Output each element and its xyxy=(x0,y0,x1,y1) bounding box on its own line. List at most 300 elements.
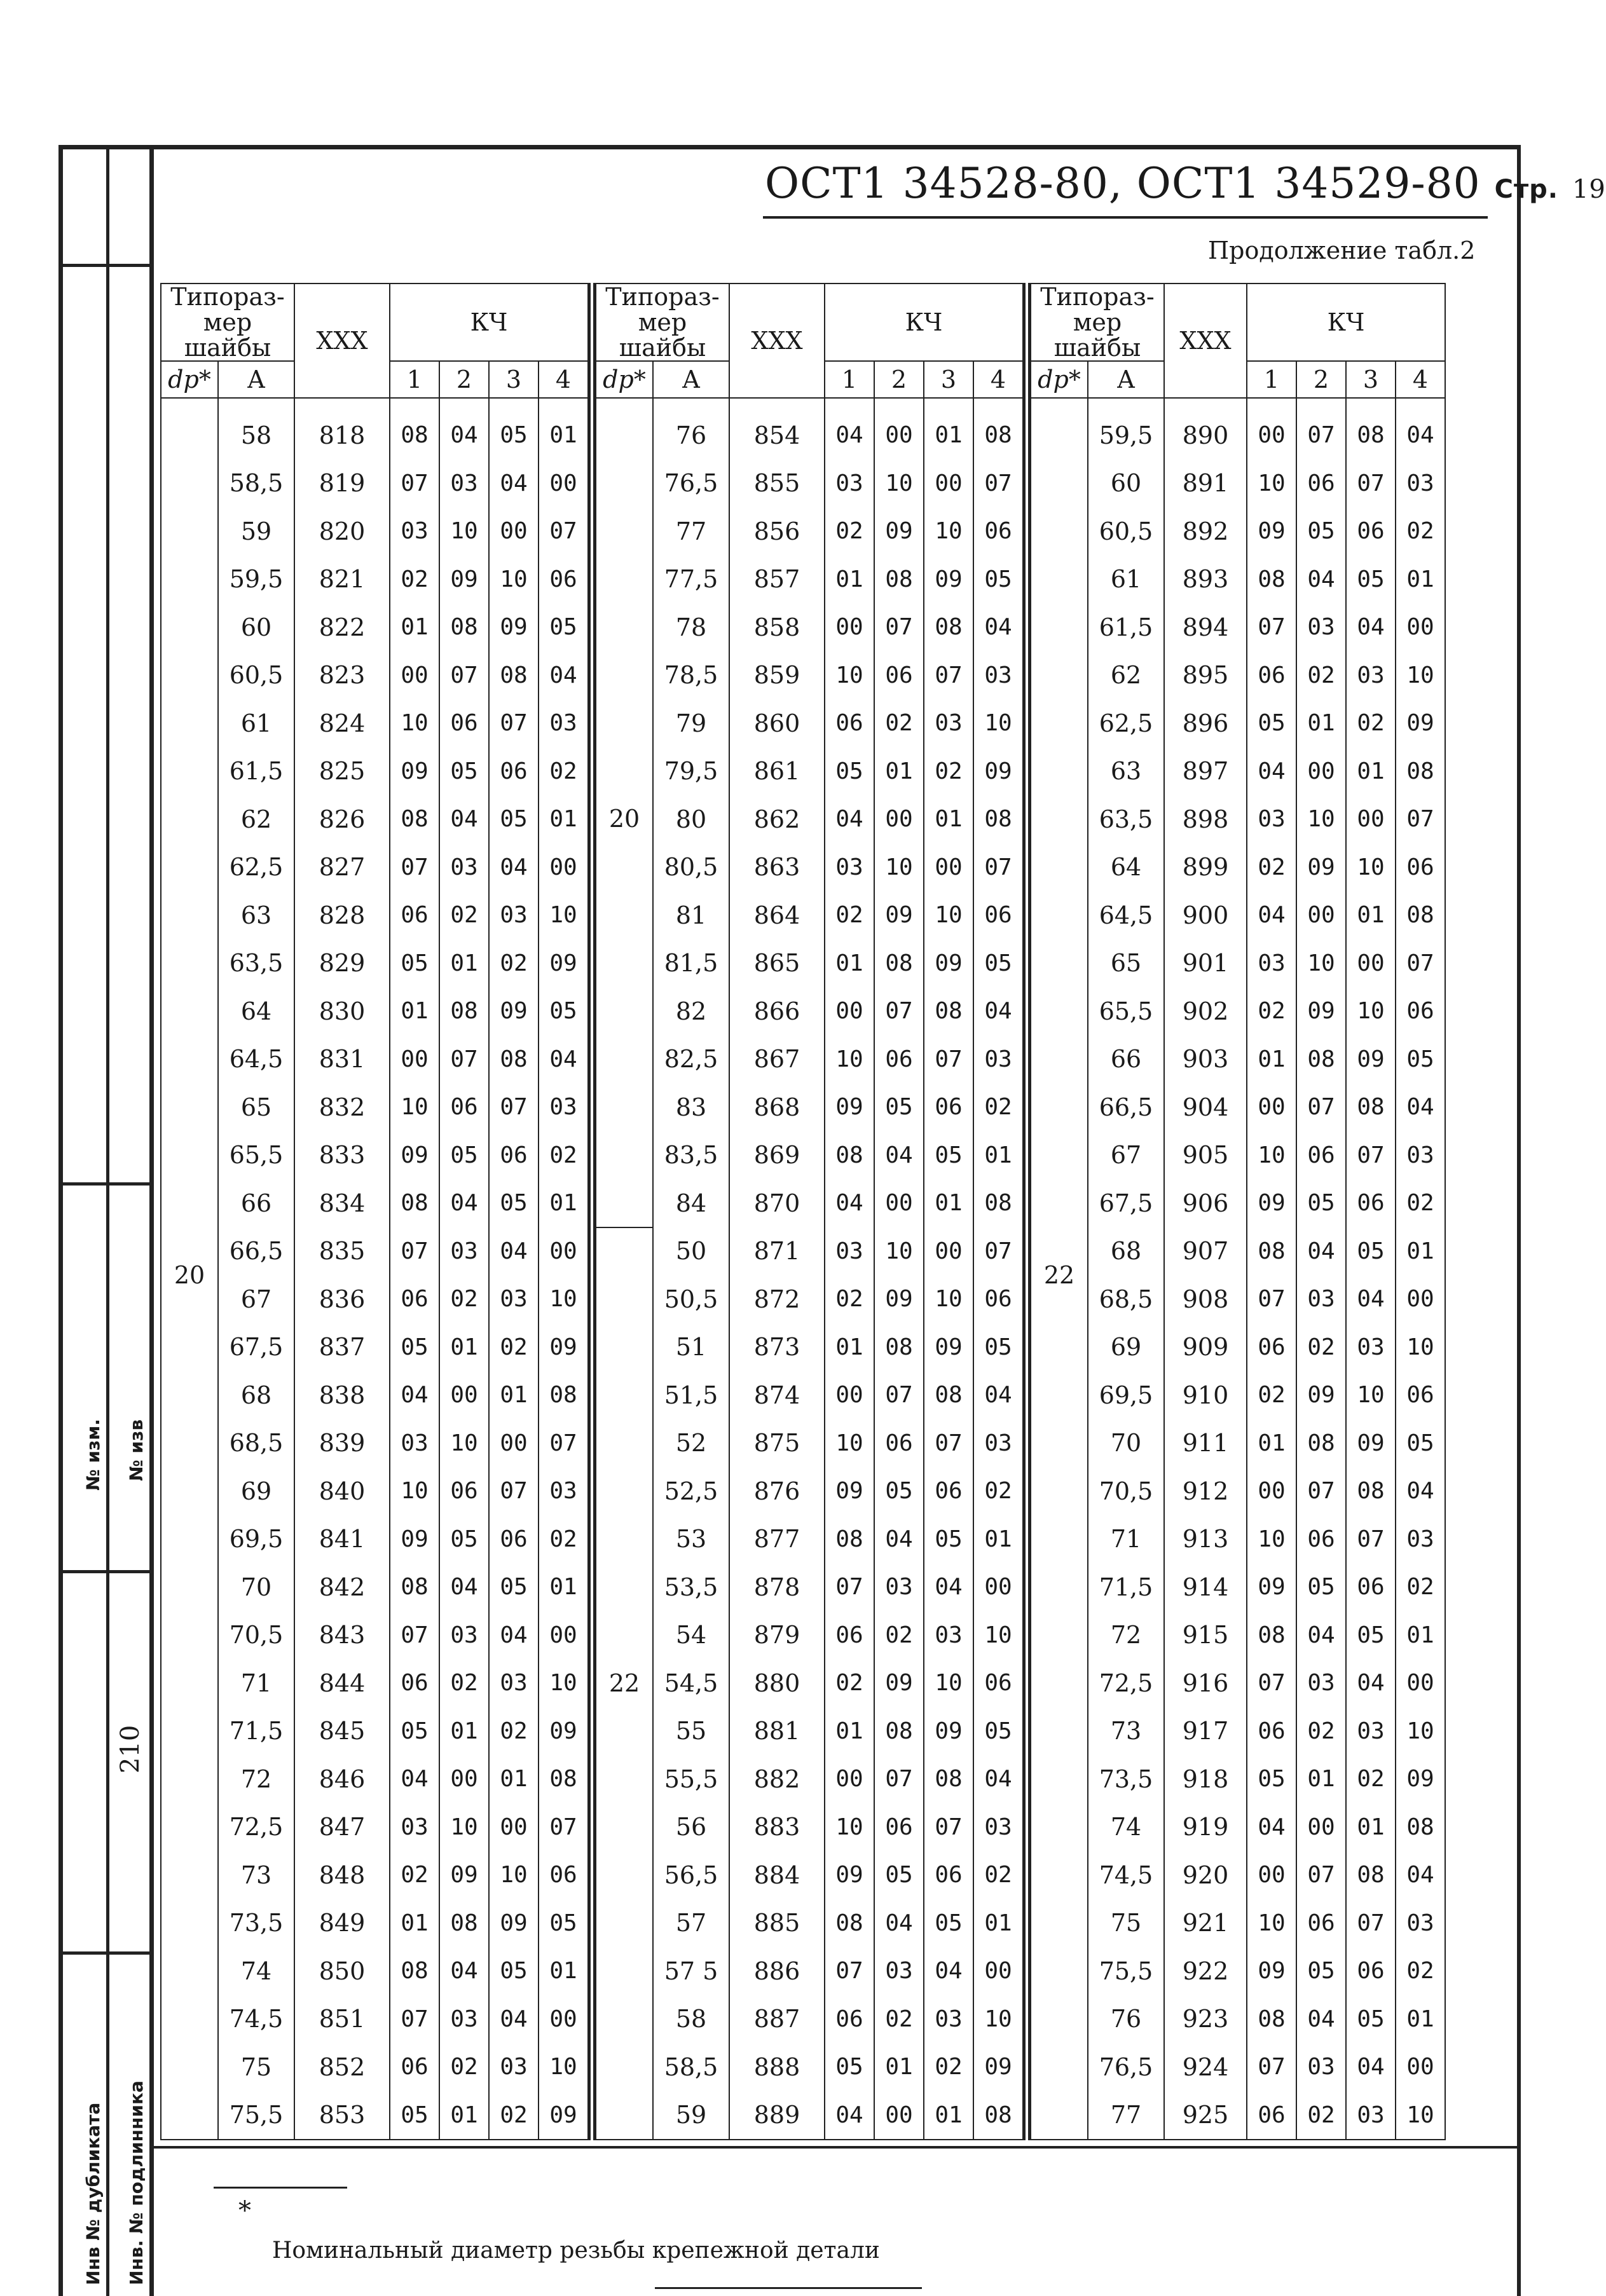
cell-kch: 09 xyxy=(825,1851,874,1899)
table-row xyxy=(161,460,588,508)
cell-kch: 02 xyxy=(539,748,588,796)
cell-kch: 10 xyxy=(874,1227,924,1276)
cell-kch: 08 xyxy=(825,1131,874,1180)
cell-kch: 07 xyxy=(924,652,973,700)
cell-kch: 08 xyxy=(973,1179,1023,1227)
margin-divider xyxy=(58,1951,154,1955)
cell-xxx: 870 xyxy=(729,1179,825,1227)
cell-a: 65 xyxy=(218,1083,294,1131)
header-tiporazmer-line2: мер шайбы xyxy=(1054,308,1141,362)
cell-kch: 05 xyxy=(1296,1947,1346,1995)
cell-kch: 06 xyxy=(1296,1515,1346,1564)
cell-kch: 06 xyxy=(1296,1899,1346,1948)
cell-kch: 10 xyxy=(1247,1131,1296,1180)
cell-kch: 10 xyxy=(924,1275,973,1323)
cell-kch: 06 xyxy=(390,891,439,940)
cell-a: 69,5 xyxy=(218,1515,294,1564)
cell-kch: 07 xyxy=(390,1611,439,1660)
cell-kch: 05 xyxy=(539,987,588,1035)
cell-xxx: 923 xyxy=(1164,1995,1247,2044)
cell-kch: 04 xyxy=(1396,411,1445,460)
cell-kch: 09 xyxy=(390,1131,439,1180)
cell-xxx: 880 xyxy=(729,1659,825,1707)
cell-kch: 00 xyxy=(1296,891,1346,940)
cell-kch: 07 xyxy=(1396,795,1445,844)
dp-group-cell: 20 xyxy=(161,411,218,2140)
cell-kch: 07 xyxy=(973,844,1023,892)
cell-kch: 01 xyxy=(1346,748,1396,796)
table-row xyxy=(596,1947,1023,1995)
gap-cell xyxy=(825,398,874,411)
cell-kch: 00 xyxy=(539,1995,588,2044)
cell-kch: 08 xyxy=(924,603,973,652)
cell-kch: 04 xyxy=(825,795,874,844)
table-row xyxy=(161,699,588,748)
cell-xxx: 869 xyxy=(729,1131,825,1180)
cell-xxx: 841 xyxy=(294,1515,390,1564)
table-row xyxy=(596,1083,1023,1131)
cell-kch: 03 xyxy=(874,1563,924,1611)
cell-a: 71 xyxy=(1088,1515,1164,1564)
cell-a: 75,5 xyxy=(218,2091,294,2140)
cell-a: 60 xyxy=(1088,460,1164,508)
gap-cell xyxy=(489,398,539,411)
table-block xyxy=(160,283,589,2140)
cell-kch: 04 xyxy=(973,603,1023,652)
table-row xyxy=(596,1371,1023,1419)
cell-kch: 09 xyxy=(924,556,973,604)
cell-kch: 01 xyxy=(825,1707,874,1756)
cell-xxx: 887 xyxy=(729,1995,825,2044)
cell-a: 50,5 xyxy=(653,1275,729,1323)
cell-kch: 08 xyxy=(1247,1995,1296,2044)
cell-xxx: 844 xyxy=(294,1659,390,1707)
cell-kch: 09 xyxy=(539,940,588,988)
cell-kch: 04 xyxy=(1296,1227,1346,1276)
cell-xxx: 916 xyxy=(1164,1659,1247,1707)
table-row xyxy=(161,1515,588,1564)
cell-kch: 05 xyxy=(973,1323,1023,1372)
cell-kch: 10 xyxy=(874,844,924,892)
cell-kch: 03 xyxy=(973,652,1023,700)
cell-xxx: 899 xyxy=(1164,844,1247,892)
cell-kch: 09 xyxy=(1247,507,1296,556)
cell-kch: 09 xyxy=(1296,987,1346,1035)
cell-kch: 04 xyxy=(1396,1467,1445,1515)
cell-xxx: 891 xyxy=(1164,460,1247,508)
gap-cell xyxy=(294,398,390,411)
cell-xxx: 835 xyxy=(294,1227,390,1276)
cell-kch: 09 xyxy=(1247,1563,1296,1611)
cell-kch: 05 xyxy=(825,748,874,796)
cell-kch: 00 xyxy=(1396,2043,1445,2091)
cell-xxx: 883 xyxy=(729,1803,825,1852)
cell-kch: 05 xyxy=(1396,1035,1445,1084)
cell-kch: 00 xyxy=(924,844,973,892)
cell-kch: 01 xyxy=(874,748,924,796)
cell-kch: 04 xyxy=(539,1035,588,1084)
cell-xxx: 832 xyxy=(294,1083,390,1131)
cell-kch: 03 xyxy=(390,507,439,556)
cell-a: 61 xyxy=(218,699,294,748)
cell-xxx: 858 xyxy=(729,603,825,652)
table-row xyxy=(161,1083,588,1131)
cell-kch: 05 xyxy=(439,748,489,796)
cell-kch: 05 xyxy=(1296,1563,1346,1611)
cell-kch: 02 xyxy=(489,940,539,988)
cell-a: 65 xyxy=(1088,940,1164,988)
cell-a: 75 xyxy=(1088,1899,1164,1948)
cell-kch: 01 xyxy=(1396,556,1445,604)
cell-xxx: 920 xyxy=(1164,1851,1247,1899)
cell-xxx: 907 xyxy=(1164,1227,1247,1276)
cell-kch: 05 xyxy=(390,1707,439,1756)
cell-a: 76 xyxy=(1088,1995,1164,2044)
table-row xyxy=(1031,748,1445,796)
cell-a: 81,5 xyxy=(653,940,729,988)
cell-kch: 05 xyxy=(1396,1419,1445,1468)
cell-xxx: 910 xyxy=(1164,1371,1247,1419)
cell-kch: 03 xyxy=(1396,460,1445,508)
cell-xxx: 917 xyxy=(1164,1707,1247,1756)
cell-kch: 01 xyxy=(489,1755,539,1803)
cell-kch: 10 xyxy=(539,891,588,940)
cell-xxx: 859 xyxy=(729,652,825,700)
cell-kch: 07 xyxy=(489,1467,539,1515)
cell-kch: 03 xyxy=(439,1227,489,1276)
table-row xyxy=(596,507,1023,556)
cell-kch: 09 xyxy=(874,1275,924,1323)
cell-kch: 07 xyxy=(1247,2043,1296,2091)
cell-kch: 01 xyxy=(539,411,588,460)
cell-kch: 03 xyxy=(1346,652,1396,700)
cell-kch: 08 xyxy=(924,1755,973,1803)
gap-cell xyxy=(1346,398,1396,411)
cell-a: 53,5 xyxy=(653,1563,729,1611)
cell-a: 77 xyxy=(653,507,729,556)
table-row xyxy=(161,556,588,604)
cell-kch: 00 xyxy=(1396,603,1445,652)
cell-kch: 08 xyxy=(973,2091,1023,2140)
table-row xyxy=(596,1179,1023,1227)
cell-xxx: 861 xyxy=(729,748,825,796)
cell-kch: 08 xyxy=(1296,1419,1346,1468)
cell-a: 58 xyxy=(218,411,294,460)
cell-kch: 04 xyxy=(489,844,539,892)
table-row xyxy=(1031,1851,1445,1899)
cell-a: 67,5 xyxy=(218,1323,294,1372)
footnote-rule xyxy=(214,2187,347,2189)
cell-kch: 10 xyxy=(973,699,1023,748)
gap-cell xyxy=(653,398,729,411)
cell-kch: 00 xyxy=(825,987,874,1035)
cell-kch: 07 xyxy=(924,1419,973,1468)
cell-kch: 05 xyxy=(874,1851,924,1899)
cell-kch: 06 xyxy=(489,1131,539,1180)
cell-kch: 10 xyxy=(924,891,973,940)
table-row xyxy=(161,1899,588,1948)
table-row xyxy=(1031,1419,1445,1468)
cell-kch: 07 xyxy=(874,987,924,1035)
table-row xyxy=(161,507,588,556)
header-dp: dр* xyxy=(1031,361,1088,398)
cell-a: 57 5 xyxy=(653,1947,729,1995)
cell-kch: 10 xyxy=(825,1803,874,1852)
cell-kch: 07 xyxy=(1296,1851,1346,1899)
cell-kch: 06 xyxy=(874,1419,924,1468)
cell-kch: 06 xyxy=(924,1083,973,1131)
table-row xyxy=(596,1035,1023,1084)
cell-xxx: 855 xyxy=(729,460,825,508)
cell-kch: 02 xyxy=(539,1131,588,1180)
cell-kch: 01 xyxy=(825,1323,874,1372)
cell-xxx: 905 xyxy=(1164,1131,1247,1180)
table-row xyxy=(596,748,1023,796)
table-row xyxy=(1031,1803,1445,1852)
cell-a: 63,5 xyxy=(218,940,294,988)
cell-xxx: 818 xyxy=(294,411,390,460)
margin-divider xyxy=(58,1570,154,1573)
margin-column-outer xyxy=(58,145,109,2296)
cell-xxx: 882 xyxy=(729,1755,825,1803)
cell-kch: 06 xyxy=(825,1995,874,2044)
header-a: А xyxy=(1088,361,1164,398)
cell-kch: 10 xyxy=(539,1275,588,1323)
cell-xxx: 854 xyxy=(729,411,825,460)
cell-a: 73,5 xyxy=(218,1899,294,1948)
cell-kch: 03 xyxy=(1346,2091,1396,2140)
cell-kch: 02 xyxy=(973,1467,1023,1515)
cell-kch: 03 xyxy=(924,1611,973,1660)
cell-kch: 05 xyxy=(390,2091,439,2140)
cell-kch: 10 xyxy=(825,1419,874,1468)
cell-xxx: 829 xyxy=(294,940,390,988)
cell-kch: 09 xyxy=(439,556,489,604)
header-kch-col: 4 xyxy=(973,361,1023,398)
cell-xxx: 821 xyxy=(294,556,390,604)
cell-kch: 10 xyxy=(1296,795,1346,844)
cell-a: 50 xyxy=(653,1227,729,1276)
table-row xyxy=(161,1659,588,1707)
cell-kch: 00 xyxy=(825,603,874,652)
cell-kch: 00 xyxy=(874,795,924,844)
header-kch-col: 3 xyxy=(924,361,973,398)
cell-a: 70,5 xyxy=(1088,1467,1164,1515)
cell-a: 72 xyxy=(1088,1611,1164,1660)
cell-kch: 03 xyxy=(1296,1659,1346,1707)
cell-a: 58,5 xyxy=(653,2043,729,2091)
cell-kch: 01 xyxy=(390,987,439,1035)
cell-a: 70,5 xyxy=(218,1611,294,1660)
cell-xxx: 893 xyxy=(1164,556,1247,604)
cell-kch: 10 xyxy=(1396,1323,1445,1372)
cell-kch: 00 xyxy=(390,1035,439,1084)
cell-xxx: 831 xyxy=(294,1035,390,1084)
cell-a: 57 xyxy=(653,1899,729,1948)
cell-a: 65,5 xyxy=(218,1131,294,1180)
table-row xyxy=(1031,795,1445,844)
cell-xxx: 848 xyxy=(294,1851,390,1899)
cell-kch: 03 xyxy=(1296,1275,1346,1323)
cell-kch: 01 xyxy=(1296,1755,1346,1803)
table-row xyxy=(1031,940,1445,988)
cell-xxx: 822 xyxy=(294,603,390,652)
cell-kch: 08 xyxy=(539,1371,588,1419)
table-row xyxy=(161,652,588,700)
cell-xxx: 850 xyxy=(294,1947,390,1995)
cell-kch: 10 xyxy=(1247,1899,1296,1948)
table-row xyxy=(596,1275,1023,1323)
table-row xyxy=(596,1995,1023,2044)
cell-xxx: 843 xyxy=(294,1611,390,1660)
cell-kch: 06 xyxy=(439,1467,489,1515)
cell-xxx: 875 xyxy=(729,1419,825,1468)
cell-kch: 07 xyxy=(1296,1467,1346,1515)
cell-kch: 00 xyxy=(539,844,588,892)
cell-xxx: 853 xyxy=(294,2091,390,2140)
cell-xxx: 839 xyxy=(294,1419,390,1468)
cell-a: 68 xyxy=(218,1371,294,1419)
cell-kch: 06 xyxy=(489,1515,539,1564)
cell-kch: 07 xyxy=(1247,1659,1296,1707)
cell-xxx: 840 xyxy=(294,1467,390,1515)
margin-label-izm: № изм. xyxy=(83,1419,104,1491)
cell-xxx: 842 xyxy=(294,1563,390,1611)
table-row xyxy=(1031,1707,1445,1756)
table-row xyxy=(1031,987,1445,1035)
cell-a: 62,5 xyxy=(1088,699,1164,748)
cell-kch: 08 xyxy=(1396,1803,1445,1852)
cell-kch: 04 xyxy=(489,460,539,508)
cell-kch: 04 xyxy=(489,1227,539,1276)
cell-kch: 06 xyxy=(390,1275,439,1323)
cell-kch: 06 xyxy=(973,1275,1023,1323)
gap-cell xyxy=(596,398,653,411)
cell-kch: 09 xyxy=(390,1515,439,1564)
cell-kch: 02 xyxy=(825,507,874,556)
cell-kch: 00 xyxy=(874,1179,924,1227)
table-row xyxy=(1031,1659,1445,1707)
cell-a: 70 xyxy=(1088,1419,1164,1468)
cell-kch: 06 xyxy=(539,1851,588,1899)
table-row xyxy=(596,1323,1023,1372)
cell-xxx: 819 xyxy=(294,460,390,508)
dp-group-cell: 22 xyxy=(1031,411,1088,2140)
table-row xyxy=(161,2043,588,2091)
cell-a: 73 xyxy=(218,1851,294,1899)
table-row xyxy=(596,1899,1023,1948)
cell-kch: 07 xyxy=(1346,1515,1396,1564)
table-row xyxy=(596,1755,1023,1803)
cell-kch: 10 xyxy=(539,2043,588,2091)
table-row xyxy=(161,844,588,892)
cell-kch: 01 xyxy=(924,2091,973,2140)
cell-xxx: 902 xyxy=(1164,987,1247,1035)
cell-kch: 05 xyxy=(1346,556,1396,604)
cell-kch: 09 xyxy=(1247,1947,1296,1995)
table-row xyxy=(596,1659,1023,1707)
cell-a: 59,5 xyxy=(1088,411,1164,460)
cell-kch: 10 xyxy=(1346,844,1396,892)
cell-kch: 08 xyxy=(874,1707,924,1756)
cell-xxx: 820 xyxy=(294,507,390,556)
cell-kch: 09 xyxy=(1247,1179,1296,1227)
header-tiporazmer xyxy=(596,284,729,361)
cell-kch: 08 xyxy=(539,1755,588,1803)
cell-a: 63,5 xyxy=(1088,795,1164,844)
cell-a: 61,5 xyxy=(1088,603,1164,652)
cell-kch: 04 xyxy=(1247,891,1296,940)
cell-kch: 10 xyxy=(390,1467,439,1515)
header-kch-col: 2 xyxy=(1296,361,1346,398)
cell-xxx: 857 xyxy=(729,556,825,604)
cell-a: 71,5 xyxy=(1088,1563,1164,1611)
cell-a: 66 xyxy=(218,1179,294,1227)
cell-kch: 08 xyxy=(1296,1035,1346,1084)
bottom-rule xyxy=(655,2287,922,2289)
cell-kch: 00 xyxy=(1247,1083,1296,1131)
table-row xyxy=(161,1179,588,1227)
cell-a: 73,5 xyxy=(1088,1755,1164,1803)
table-row xyxy=(161,1707,588,1756)
cell-xxx: 852 xyxy=(294,2043,390,2091)
table-row xyxy=(161,1611,588,1660)
cell-kch: 00 xyxy=(924,460,973,508)
cell-kch: 07 xyxy=(439,652,489,700)
cell-xxx: 919 xyxy=(1164,1803,1247,1852)
table-row xyxy=(1031,603,1445,652)
cell-kch: 02 xyxy=(825,891,874,940)
cell-kch: 08 xyxy=(489,652,539,700)
table-row xyxy=(161,891,588,940)
cell-kch: 07 xyxy=(390,844,439,892)
header-xxx: ХХХ xyxy=(1164,284,1247,398)
cell-kch: 10 xyxy=(973,1995,1023,2044)
table-row xyxy=(161,1131,588,1180)
cell-kch: 03 xyxy=(539,699,588,748)
cell-kch: 04 xyxy=(1346,1659,1396,1707)
table-row xyxy=(1031,1131,1445,1180)
cell-a: 76 xyxy=(653,411,729,460)
cell-kch: 10 xyxy=(924,507,973,556)
cell-kch: 02 xyxy=(1247,987,1296,1035)
cell-kch: 02 xyxy=(973,1083,1023,1131)
cell-a: 56,5 xyxy=(653,1851,729,1899)
cell-kch: 07 xyxy=(539,1419,588,1468)
cell-kch: 02 xyxy=(924,2043,973,2091)
table-header-row xyxy=(1031,284,1445,361)
cell-kch: 01 xyxy=(825,556,874,604)
cell-kch: 03 xyxy=(539,1467,588,1515)
cell-kch: 06 xyxy=(439,1083,489,1131)
cell-kch: 08 xyxy=(390,1947,439,1995)
cell-kch: 01 xyxy=(390,1899,439,1948)
table-row xyxy=(596,844,1023,892)
header-kch-col: 4 xyxy=(1396,361,1445,398)
cell-a: 72 xyxy=(218,1755,294,1803)
cell-kch: 05 xyxy=(825,2043,874,2091)
header-xxx: ХХХ xyxy=(729,284,825,398)
cell-kch: 03 xyxy=(825,460,874,508)
cell-kch: 06 xyxy=(1396,987,1445,1035)
cell-kch: 02 xyxy=(1247,1371,1296,1419)
table-gap-row xyxy=(161,398,588,411)
cell-kch: 08 xyxy=(1346,1851,1396,1899)
cell-kch: 02 xyxy=(390,1851,439,1899)
cell-kch: 08 xyxy=(874,556,924,604)
cell-kch: 04 xyxy=(439,1563,489,1611)
margin-label-dubl: Инв № дубликата xyxy=(83,2102,104,2285)
